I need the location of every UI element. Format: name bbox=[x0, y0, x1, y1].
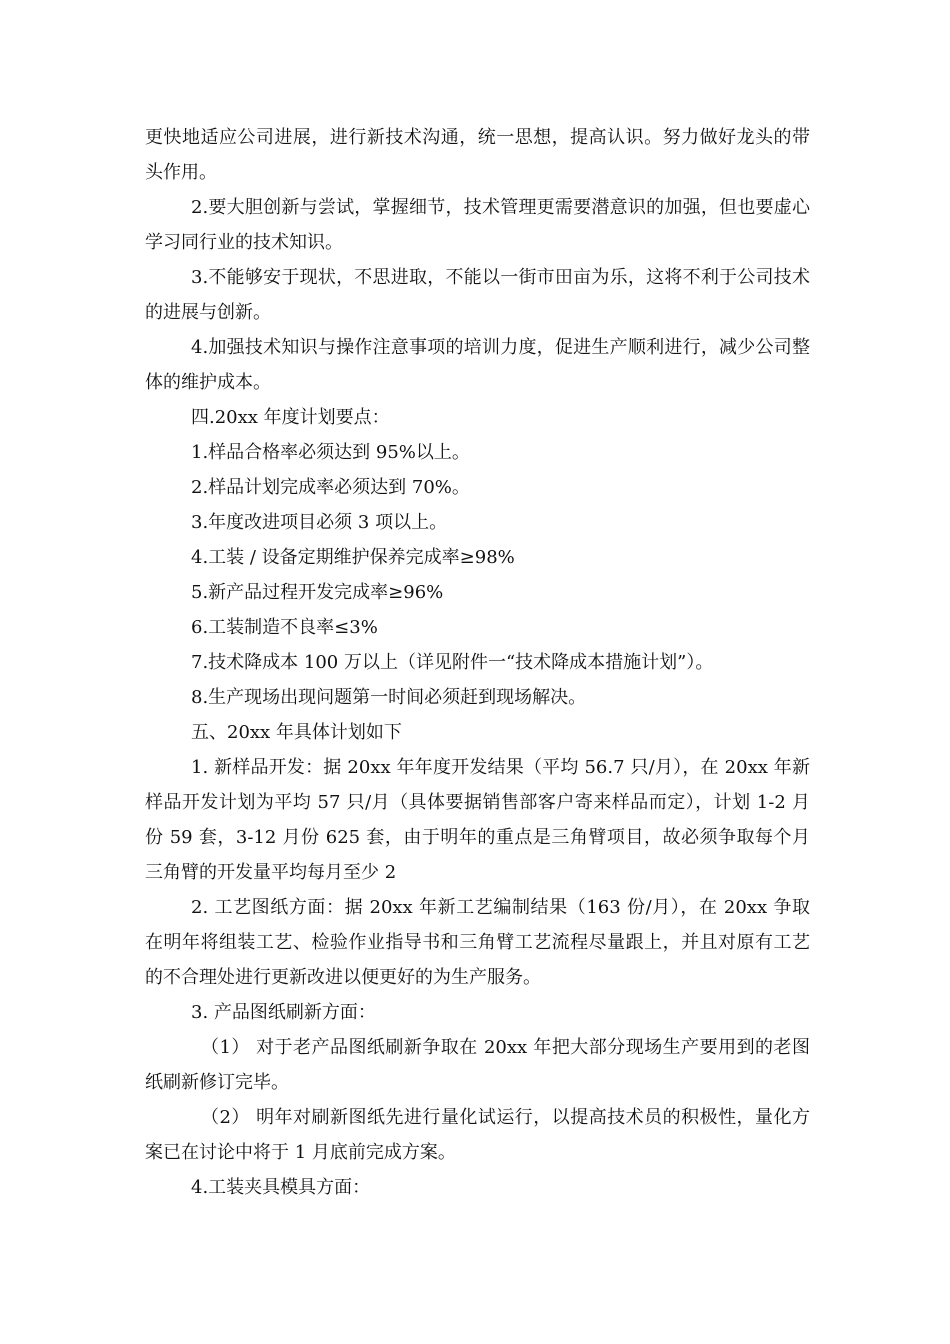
document-body bbox=[145, 120, 810, 1205]
detail-plan-3: 3. 产品图纸刷新方面： bbox=[191, 1002, 376, 1023]
detail-plan-3-sub-2: （2） 明年对刷新图纸先进行量化试运行，以提高技术员的积极性，量化方案已在讨论中将于 1 月底前完成方案。 bbox=[145, 1107, 810, 1163]
plan-point-4: 4.工装 / 设备定期维护保养完成率≥98% bbox=[191, 547, 515, 568]
plan-point-5: 5.新产品过程开发完成率≥96% bbox=[191, 582, 444, 603]
plan-point-1: 1.样品合格率必须达到 95%以上。 bbox=[191, 442, 470, 463]
paragraph-item-2: 2.要大胆创新与尝试，掌握细节，技术管理更需要潜意识的加强，但也要虚心学习同行业的技术知识。 bbox=[145, 197, 810, 253]
detail-plan-4: 4.工装夹具模具方面： bbox=[191, 1177, 371, 1198]
detail-plan-3-sub-1: （1） 对于老产品图纸刷新争取在 20xx 年把大部分现场生产要用到的老图纸刷新修订完毕。 bbox=[145, 1037, 810, 1093]
paragraph-item-4: 4.加强技术知识与操作注意事项的培训力度，促进生产顺利进行，减少公司整体的维护成本。 bbox=[145, 337, 810, 393]
plan-point-2: 2.样品计划完成率必须达到 70%。 bbox=[191, 477, 470, 498]
paragraph-item-3: 3.不能够安于现状，不思进取，不能以一街市田亩为乐，这将不利于公司技术的进展与创新。 bbox=[145, 267, 810, 323]
paragraph-continuation: 更快地适应公司进展，进行新技术沟通，统一思想，提高认识。努力做好龙头的带头作用。 bbox=[145, 127, 810, 183]
section-heading-5: 五、20xx 年具体计划如下 bbox=[191, 722, 402, 743]
plan-point-6: 6.工装制造不良率≤3% bbox=[191, 617, 378, 638]
section-heading-4: 四.20xx 年度计划要点： bbox=[191, 407, 390, 428]
detail-plan-2: 2. 工艺图纸方面：据 20xx 年新工艺编制结果（163 份/月），在 20xx 争取在明年将组装工艺、检验作业指导书和三角臂工艺流程尽量跟上，并且对原有工艺的不合理处进行更新改进以便更好的为生产服务。 bbox=[145, 897, 810, 988]
plan-point-8: 8.生产现场出现问题第一时间必须赶到现场解决。 bbox=[191, 687, 587, 708]
plan-point-3: 3.年度改进项目必须 3 项以上。 bbox=[191, 512, 448, 533]
detail-plan-1: 1. 新样品开发：据 20xx 年年度开发结果（平均 56.7 只/月），在 20xx 年新样品开发计划为平均 57 只/月（具体要据销售部客户寄来样品而定），计划 1-2 月份 59 套，3-12 月份 625 套，由于明年的重点是三角臂项目，故必须争取每个月三角臂的开发量平均每月至少 2 bbox=[145, 757, 810, 883]
plan-point-7: 7.技术降成本 100 万以上（详见附件一“技术降成本措施计划”）。 bbox=[191, 652, 714, 673]
